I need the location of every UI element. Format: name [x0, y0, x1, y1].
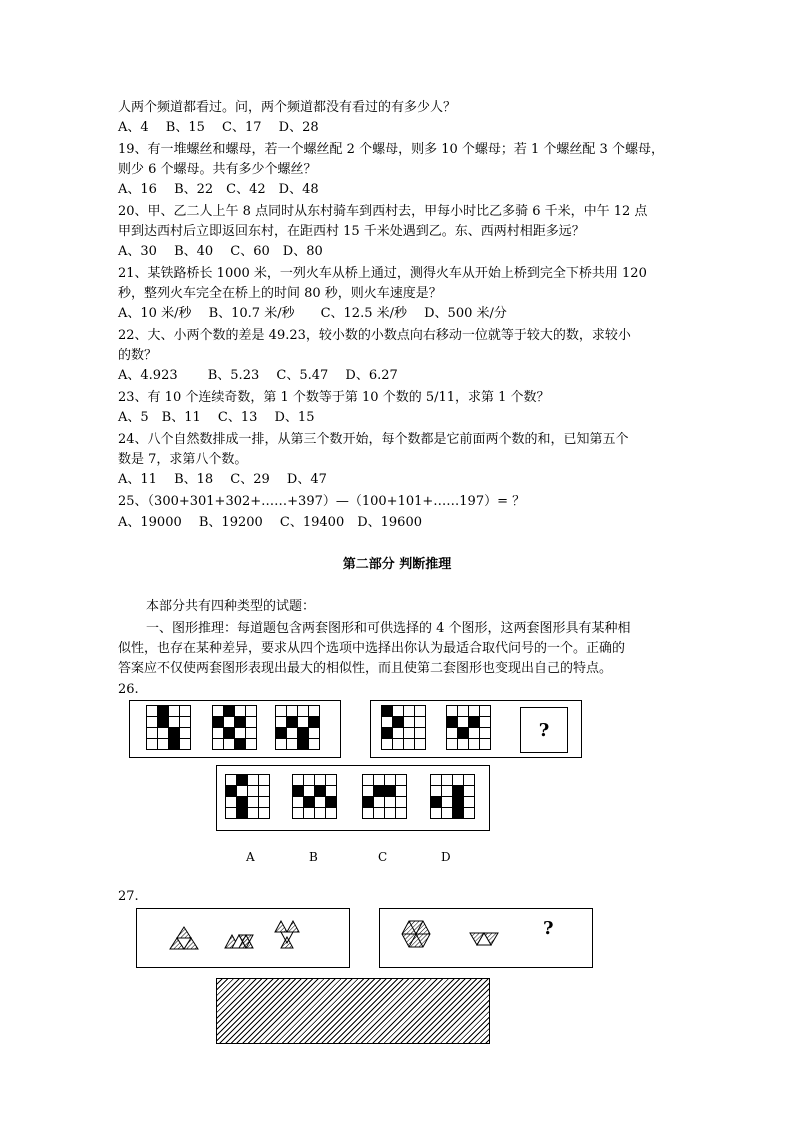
triangle-group-icon [275, 921, 299, 948]
empty-cell [447, 706, 458, 717]
filled-cell [298, 728, 309, 739]
empty-cell [298, 717, 309, 728]
filled-cell [458, 728, 469, 739]
section-intro: 本部分共有四种类型的试题： [146, 599, 316, 614]
empty-cell [447, 728, 458, 739]
filled-cell [374, 786, 385, 797]
empty-cell [447, 739, 458, 750]
q23-options: A、5 B、11 C、13 D、15 [118, 410, 315, 425]
empty-cell [180, 739, 191, 750]
empty-cell [480, 706, 491, 717]
empty-cell [169, 706, 180, 717]
q26-option-label-a: A [246, 850, 255, 864]
q26-option-figure-b[interactable] [292, 774, 337, 819]
filled-cell [298, 739, 309, 750]
q27-number: 27. [118, 889, 139, 904]
empty-cell [248, 786, 259, 797]
hexagon-icon [402, 921, 430, 947]
empty-cell [374, 797, 385, 808]
empty-cell [226, 808, 237, 819]
empty-cell [147, 706, 158, 717]
empty-cell [315, 808, 326, 819]
filled-cell [235, 739, 246, 750]
empty-cell [431, 775, 442, 786]
empty-cell [248, 775, 259, 786]
empty-cell [469, 728, 480, 739]
empty-cell [237, 786, 248, 797]
empty-cell [374, 775, 385, 786]
empty-cell [415, 739, 426, 750]
q26-set1-figure [212, 705, 257, 750]
empty-cell [259, 808, 270, 819]
empty-cell [363, 808, 374, 819]
empty-cell [293, 775, 304, 786]
empty-cell [393, 739, 404, 750]
empty-cell [393, 706, 404, 717]
empty-cell [213, 739, 224, 750]
empty-cell [309, 706, 320, 717]
empty-cell [147, 739, 158, 750]
empty-cell [213, 706, 224, 717]
empty-cell [363, 775, 374, 786]
empty-cell [259, 786, 270, 797]
filled-cell [224, 706, 235, 717]
filled-cell [169, 739, 180, 750]
filled-cell [293, 786, 304, 797]
q26-option-label-c: C [378, 850, 388, 864]
q21-options: A、10 米/秒 B、10.7 米/秒 C、12.5 米/秒 D、500 米/分 [118, 306, 507, 321]
q19-options: A、16 B、22 C、42 D、48 [118, 182, 319, 197]
q22-text-2: 的数？ [118, 348, 158, 363]
filled-cell [326, 797, 337, 808]
empty-cell [226, 797, 237, 808]
empty-cell [259, 775, 270, 786]
empty-cell [259, 797, 270, 808]
empty-cell [415, 717, 426, 728]
empty-cell [315, 775, 326, 786]
empty-cell [248, 808, 259, 819]
empty-cell [396, 786, 407, 797]
empty-cell [415, 706, 426, 717]
empty-cell [246, 728, 257, 739]
filled-cell [453, 797, 464, 808]
empty-cell [442, 797, 453, 808]
q27-set2-frame [379, 908, 593, 968]
q24-options: A、11 B、18 C、29 D、47 [118, 472, 327, 487]
empty-cell [453, 775, 464, 786]
empty-cell [213, 728, 224, 739]
filled-cell [237, 775, 248, 786]
empty-cell [464, 808, 475, 819]
q26-option-label-b: B [309, 850, 318, 864]
section-title: 第二部分 判断推理 [342, 557, 452, 572]
empty-cell [180, 728, 191, 739]
q26-option-figure-a[interactable] [225, 774, 270, 819]
empty-cell [169, 717, 180, 728]
filled-cell [453, 808, 464, 819]
q26-option-figure-c[interactable] [362, 774, 407, 819]
empty-cell [158, 728, 169, 739]
filled-cell [276, 728, 287, 739]
triangle-stack-icon [170, 927, 198, 949]
empty-cell [293, 808, 304, 819]
empty-cell [224, 717, 235, 728]
section-para-2: 似性，也存在某种差异，要求从四个选项中选择出你认为最适合取代问号的一个。正确的 [118, 641, 626, 656]
empty-cell [235, 706, 246, 717]
filled-cell [237, 797, 248, 808]
empty-cell [276, 706, 287, 717]
empty-cell [226, 775, 237, 786]
empty-cell [180, 717, 191, 728]
q26-set2-figure [381, 705, 426, 750]
empty-cell [309, 728, 320, 739]
q20-text-2: 甲到达西村后立即返回东村，在距西村 15 千米处遇到乙。东、西两村相距多远？ [118, 224, 585, 239]
q19-text-1: 19、有一堆螺丝和螺母，若一个螺丝配 2 个螺母，则多 10 个螺母；若 1 个螺丝配 3 个螺母， [118, 142, 664, 157]
filled-cell [169, 728, 180, 739]
empty-cell [287, 706, 298, 717]
q20-text-1: 20、甲、乙二人上午 8 点同时从东村骑车到西村去，甲每小时比乙多骑 6 千米，中午 12 点 [118, 204, 648, 219]
filled-cell [469, 717, 480, 728]
q22-options: A、4.923 B、5.23 C、5.47 D、6.27 [118, 368, 398, 383]
filled-cell [447, 717, 458, 728]
filled-cell [235, 717, 246, 728]
section-para-1: 一、图形推理：每道题包含两套图形和可供选择的 4 个图形，这两套图形具有某种相 [146, 621, 631, 636]
empty-cell [246, 717, 257, 728]
q19-text-2: 则少 6 个螺母。共有多少个螺丝？ [118, 162, 317, 177]
empty-cell [235, 728, 246, 739]
filled-cell [237, 808, 248, 819]
q27-question-mark: ? [543, 918, 554, 939]
empty-cell [404, 739, 415, 750]
empty-cell [326, 808, 337, 819]
empty-cell [404, 717, 415, 728]
empty-cell [158, 739, 169, 750]
empty-cell [224, 739, 235, 750]
empty-cell [363, 786, 374, 797]
empty-cell [293, 797, 304, 808]
filled-cell [213, 717, 224, 728]
filled-cell [158, 717, 169, 728]
q23-text: 23、有 10 个连续奇数，第 1 个数等于第 10 个数的 5/11，求第 1 个数？ [118, 390, 550, 405]
q26-set1-figure [275, 705, 320, 750]
q22-text-1: 22、大、小两个数的差是 49.23，较小数的小数点向右移动一位就等于较大的数，求较小 [118, 328, 631, 343]
q21-text-2: 秒，整列火车完全在桥上的时间 80 秒，则火车速度是？ [118, 286, 442, 301]
inverted-triangle-row-icon [470, 933, 498, 945]
empty-cell [147, 728, 158, 739]
q26-number: 26. [118, 682, 139, 697]
empty-cell [404, 706, 415, 717]
empty-cell [382, 739, 393, 750]
empty-cell [464, 786, 475, 797]
q26-option-label-d: D [441, 850, 451, 864]
empty-cell [396, 808, 407, 819]
filled-cell [309, 717, 320, 728]
empty-cell [464, 775, 475, 786]
filled-cell [224, 728, 235, 739]
q26-set2-figure [446, 705, 491, 750]
section-para-3: 答案应不仅使两套图形表现出最大的相似性，而且使第二套图形也变现出自己的特点。 [118, 661, 613, 676]
filled-cell [431, 797, 442, 808]
empty-cell [431, 808, 442, 819]
filled-cell [382, 728, 393, 739]
filled-cell [385, 786, 396, 797]
q24-text-1: 24、八个自然数排成一排，从第三个数开始，每个数都是它前面两个数的和，已知第五个 [118, 432, 629, 447]
empty-cell [464, 797, 475, 808]
filled-cell [315, 786, 326, 797]
empty-cell [246, 739, 257, 750]
empty-cell [480, 728, 491, 739]
empty-cell [442, 775, 453, 786]
empty-cell [304, 808, 315, 819]
filled-cell [304, 797, 315, 808]
empty-cell [458, 717, 469, 728]
empty-cell [458, 706, 469, 717]
empty-cell [385, 775, 396, 786]
filled-cell [158, 706, 169, 717]
empty-cell [385, 808, 396, 819]
filled-cell [226, 786, 237, 797]
triangle-row-icon [225, 935, 253, 948]
empty-cell [276, 739, 287, 750]
empty-cell [304, 775, 315, 786]
empty-cell [442, 808, 453, 819]
q18-tail-text: 人两个频道都看过。问，两个频道都没有看过的有多少人？ [118, 100, 457, 115]
empty-cell [442, 786, 453, 797]
q24-text-2: 数是 7，求第八个数。 [118, 452, 248, 467]
empty-cell [404, 728, 415, 739]
empty-cell [248, 797, 259, 808]
empty-cell [469, 739, 480, 750]
empty-cell [393, 728, 404, 739]
empty-cell [315, 797, 326, 808]
q26-option-figure-d[interactable] [430, 774, 475, 819]
filled-cell [287, 717, 298, 728]
filled-cell [393, 717, 404, 728]
q25-options: A、19000 B、19200 C、19400 D、19600 [118, 515, 422, 530]
empty-cell [287, 739, 298, 750]
q27-set1-frame [136, 908, 350, 968]
filled-cell [453, 786, 464, 797]
empty-cell [147, 717, 158, 728]
empty-cell [396, 797, 407, 808]
q21-text-1: 21、某铁路桥长 1000 米，一列火车从桥上通过，测得火车从开始上桥到完全下桥共用 120 [118, 266, 647, 281]
empty-cell [180, 706, 191, 717]
q25-text: 25、（300+301+302+……+397）—（100+101+……197）= ？ [118, 494, 526, 509]
empty-cell [469, 706, 480, 717]
q26-question-box: ? [520, 707, 568, 753]
q27-set2-figures [380, 909, 592, 967]
empty-cell [304, 786, 315, 797]
q26-set1-figure [146, 705, 191, 750]
empty-cell [431, 786, 442, 797]
empty-cell [326, 786, 337, 797]
empty-cell [382, 717, 393, 728]
q20-options: A、30 B、40 C、60 D、80 [118, 244, 323, 259]
q18-options: A、4 B、15 C、17 D、28 [118, 120, 319, 135]
empty-cell [385, 797, 396, 808]
empty-cell [374, 808, 385, 819]
filled-cell [382, 706, 393, 717]
empty-cell [480, 739, 491, 750]
empty-cell [480, 717, 491, 728]
empty-cell [309, 739, 320, 750]
empty-cell [298, 706, 309, 717]
empty-cell [287, 728, 298, 739]
filled-cell [363, 797, 374, 808]
q27-options-hatched-area [216, 978, 490, 1044]
empty-cell [415, 728, 426, 739]
empty-cell [326, 775, 337, 786]
empty-cell [396, 775, 407, 786]
empty-cell [458, 739, 469, 750]
empty-cell [246, 706, 257, 717]
q27-set1-figures [137, 909, 349, 967]
empty-cell [276, 717, 287, 728]
